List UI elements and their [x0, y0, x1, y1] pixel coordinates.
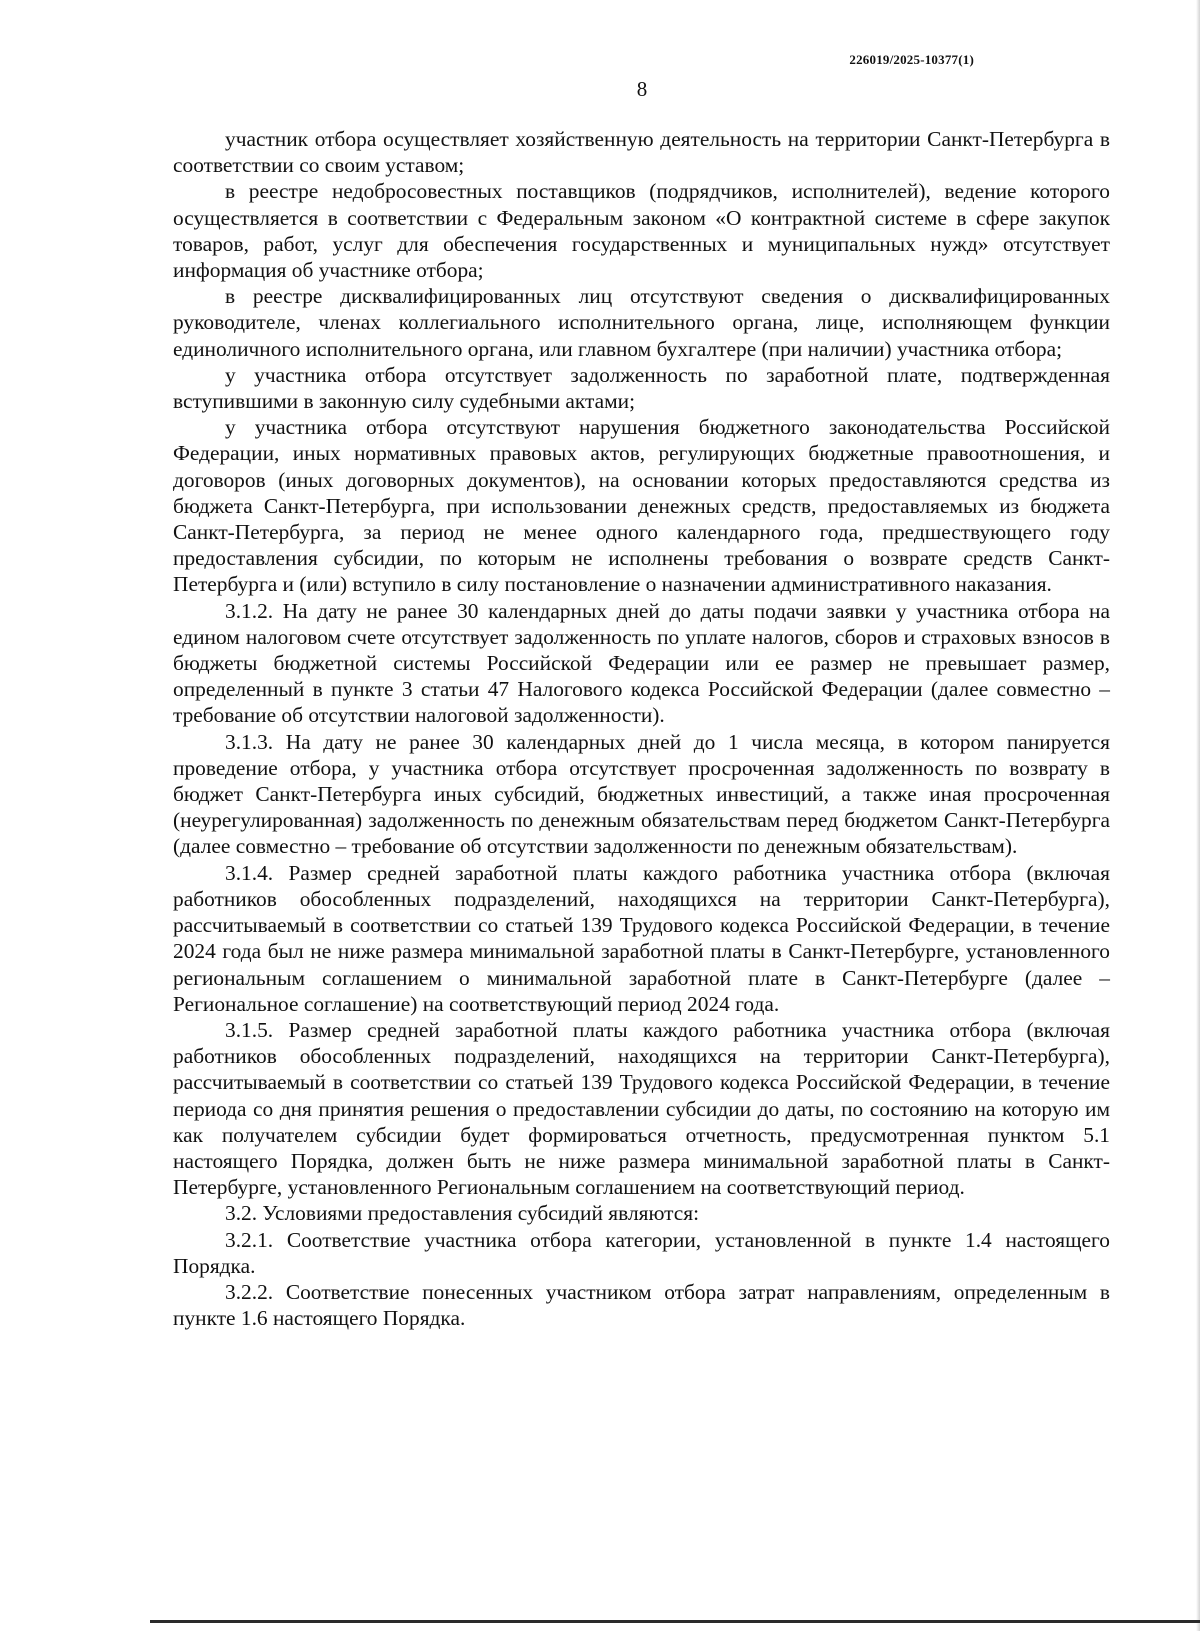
document-body [173, 126, 1110, 1331]
paragraph-disqualified-persons-registry: в реестре дисквалифицированных лиц отсутствуют сведения о дисквалифицированных руководителе, членах коллегиального исполнительного органа, лице, исполняющем функции единоличного исполнительного органа, или главном бухгалтере (при наличии) участника отбора; [173, 284, 1110, 361]
paragraph-charter-activity: участник отбора осуществляет хозяйственную деятельность на территории Санкт-Петербурга в соответствии со своим уставом; [173, 127, 1110, 178]
paragraph-3-1-4: 3.1.4. Размер средней заработной платы каждого работника участника отбора (включая работников обособленных подразделений, находящихся на территории Санкт-Петербурга), рассчитываемый в соответствии со статьей 139 Трудового кодекса Российской Федерации, в течение 2024 года был не ниже размера минимальной заработной платы в Санкт-Петербурге, установленного региональным соглашением о минимальной заработной плате в Санкт-Петербурге (далее – Региональное соглашение) на соответствующий период 2024 года. [173, 860, 1110, 1016]
document-registration-number: 226019/2025-10377(1) [849, 52, 974, 67]
paragraph-budget-violations: у участника отбора отсутствуют нарушения бюджетного законодательства Российской Федерации, иных нормативных правовых актов, регулирующих бюджетные правоотношения, и договоров (иных договорных документов), на основании которых предоставляются средства из бюджета Санкт-Петербурга, при использовании денежных средств, предоставляемых из бюджета Санкт-Петербурга, за период не менее одного календарного года, предшествующего году предоставления субсидии, по которым не исполнены требования о возврате средств Санкт-Петербурга и (или) вступило в силу постановление о назначении административного наказания. [173, 415, 1110, 597]
paragraph-wage-arrears: у участника отбора отсутствует задолженность по заработной плате, подтвержденная вступившими в законную силу судебными актами; [173, 362, 1110, 414]
scan-edge-bottom [150, 1620, 1200, 1623]
paragraph-3-1-3: 3.1.3. На дату не ранее 30 календарных дней до 1 числа месяца, в котором панируется проведение отбора, у участника отбора отсутствует просроченная задолженность по возврату в бюджет Санкт-Петербурга иных субсидий, бюджетных инвестиций, а также иная просроченная (неурегулированная) задолженность по денежным обязательствам перед бюджетом Санкт-Петербурга (далее совместно – требование об отсутствии задолженности по денежным обязательствам). [173, 729, 1110, 859]
paragraph-3-2-1: 3.2.1. Соответствие участника отбора категории, установленной в пункте 1.4 настоящего Порядка. [173, 1227, 1110, 1278]
paragraph-3-1-2: 3.1.2. На дату не ранее 30 календарных дней до даты подачи заявки у участника отбора на едином налоговом счете отсутствует задолженность по уплате налогов, сборов и страховых взносов в бюджеты бюджетной системы Российской Федерации или ее размер не превышает размер, определенный в пункте 3 статьи 47 Налогового кодекса Российской Федерации (далее совместно – требование об отсутствии налоговой задолженности). [173, 598, 1110, 728]
page-number: 8 [636, 77, 648, 101]
paragraph-3-2-2: 3.2.2. Соответствие понесенных участником отбора затрат направлениям, определенным в пункте 1.6 настоящего Порядка. [173, 1279, 1110, 1331]
scan-edge-right [1196, 0, 1200, 1631]
paragraph-unscrupulous-suppliers-registry: в реестре недобросовестных поставщиков (подрядчиков, исполнителей), ведение которого осуществляется в соответствии с Федеральным законом «О контрактной системе в сфере закупок товаров, работ, услуг для обеспечения государственных и муниципальных нужд» отсутствует информация об участнике отбора; [173, 179, 1110, 283]
paragraph-3-1-5: 3.1.5. Размер средней заработной платы каждого работника участника отбора (включая работников обособленных подразделений, находящихся на территории Санкт-Петербурга), рассчитываемый в соответствии со статьей 139 Трудового кодекса Российской Федерации, в течение периода со дня принятия решения о предоставлении субсидии до даты, по состоянию на которую им как получателем субсидии будет формироваться отчетность, предусмотренная пунктом 5.1 настоящего Порядка, должен быть не ниже размера минимальной заработной платы в Санкт-Петербурге, установленного Региональным соглашением на соответствующий период. [173, 1017, 1110, 1200]
paragraph-3-2: 3.2. Условиями предоставления субсидий являются: [225, 1201, 700, 1226]
